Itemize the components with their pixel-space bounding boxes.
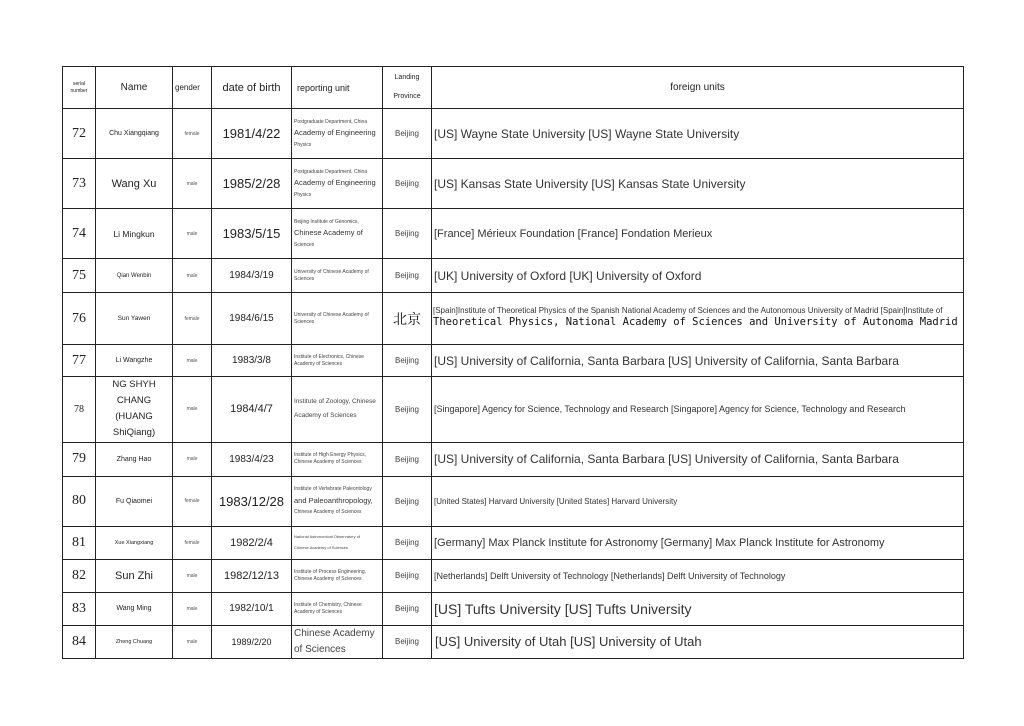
landing-province: Beijing [383,559,432,592]
person-name: Zheng Chuang [96,625,173,658]
foreign-unit: [United States] Harvard University [United States] Harvard University [432,476,964,526]
gender: male [173,625,212,658]
person-name: Xue Xiangxiang [96,526,173,559]
date-of-birth: 1984/4/7 [212,377,292,443]
foreign-unit: [Netherlands] Delft University of Technology [Netherlands] Delft University of Technology [432,559,964,592]
reporting-unit [292,442,383,476]
foreign-unit: [US] Tufts University [US] Tufts University [432,592,964,625]
reporting-unit [292,526,383,559]
unit-line: Academy of Engineering [294,178,376,188]
unit-line: Chinese Academy of [294,228,363,238]
foreign-unit: [US] Kansas State University [US] Kansas State University [432,159,964,209]
gender: female [173,476,212,526]
table-row [63,442,964,476]
reporting-unit [292,559,383,592]
header-landing-province [383,67,432,109]
serial-number: 82 [63,559,96,592]
serial-number: 75 [63,259,96,293]
date-of-birth: 1983/3/8 [212,345,292,377]
unit-line: Chinese Academy of Sciences [294,509,362,516]
personnel-table [62,66,964,659]
unit-line: Institute of Electronics, Chinese [294,353,365,360]
date-of-birth: 1983/12/28 [212,476,292,526]
table-row [63,592,964,625]
date-of-birth: 1982/10/1 [212,592,292,625]
table-row [63,559,964,592]
foreign-unit: [UK] University of Oxford [UK] University of Oxford [432,259,964,293]
gender: male [173,592,212,625]
unit-line: Academy of Sciences [294,412,357,420]
unit-line: of Sciences [294,643,346,655]
foreign-unit: [France] Mérieux Foundation [France] Fondation Merieux [432,209,964,259]
unit-line: Beijing Institute of Genomics, [294,218,359,225]
header-gender: gender [173,67,212,109]
serial-number: 74 [63,209,96,259]
foreign-unit: [Singapore] Agency for Science, Technology and Research [Singapore] Agency for Science, Technology and Research [432,377,964,443]
foreign-unit [432,293,964,345]
unit-line: Physics [294,141,312,148]
landing-province: Beijing [383,476,432,526]
table-row [63,625,964,658]
table-row [63,526,964,559]
table-row [63,209,964,259]
table-row [63,109,964,159]
header-province: Province [393,92,421,100]
date-of-birth: 1983/4/23 [212,442,292,476]
unit-line: Physics [294,191,312,198]
reporting-unit [292,625,383,658]
foreign-unit: [US] University of California, Santa Barbara [US] University of California, Santa Barbara [432,345,964,377]
unit-line: Institute of Zoology, Chinese [294,397,376,405]
unit-line: Sciences [294,275,315,282]
header-row [63,67,964,109]
gender: male [173,345,212,377]
gender: male [173,377,212,443]
gender: male [173,442,212,476]
unit-line: Chinese Academy [294,627,375,639]
unit-line: Sciences [294,241,315,248]
foreign-unit: [Germany] Max Planck Institute for Astronomy [Germany] Max Planck Institute for Astronomy [432,526,964,559]
serial-number: 81 [63,526,96,559]
reporting-unit [292,592,383,625]
serial-number: 77 [63,345,96,377]
table-row [63,159,964,209]
gender: male [173,159,212,209]
table-row [63,345,964,377]
unit-line: Academy of Sciences [294,360,343,367]
reporting-unit [292,345,383,377]
person-name: Li Wangzhe [96,345,173,377]
serial-number: 76 [63,293,96,345]
date-of-birth: 1984/6/15 [212,293,292,345]
serial-number: 80 [63,476,96,526]
gender: male [173,559,212,592]
unit-line: Chinese Academy of Sciences [294,544,349,550]
unit-line: Chinese Academy of Sciences [294,459,362,466]
foreign-unit-line: Theoretical Physics, National Academy of Sciences and University of Autonoma Madrid [433,316,958,329]
date-of-birth: 1982/12/13 [212,559,292,592]
unit-line: Academy of Sciences [294,608,343,615]
landing-province: Beijing [383,109,432,159]
date-of-birth: 1981/4/22 [212,109,292,159]
reporting-unit [292,293,383,345]
landing-province: Beijing [383,259,432,293]
person-name: Chu Xiangqiang [96,109,173,159]
header-landing: Landing [394,74,420,82]
person-name: Sun Yawen [96,293,173,345]
gender: female [173,526,212,559]
unit-line: Postgraduate Department, China [294,168,368,175]
table-row [63,293,964,345]
header-date-of-birth: date of birth [212,67,292,109]
reporting-unit [292,209,383,259]
table-row [63,476,964,526]
unit-line: Sciences [294,318,315,325]
unit-line: Institute of Process Engineering, [294,568,366,575]
person-name: Wang Xu [96,159,173,209]
serial-number: 73 [63,159,96,209]
landing-province: Beijing [383,377,432,443]
date-of-birth: 1984/3/19 [212,259,292,293]
gender: male [173,209,212,259]
date-of-birth: 1989/2/20 [212,625,292,658]
unit-line: Academy of Engineering [294,128,376,138]
unit-line: Institute of High Energy Physics, [294,452,366,459]
landing-province: Beijing [383,209,432,259]
person-name: Li Mingkun [96,209,173,259]
serial-number: 83 [63,592,96,625]
landing-province: Beijing [383,159,432,209]
header-foreign-units: foreign units [432,67,964,109]
person-name: Sun Zhi [96,559,173,592]
reporting-unit [292,259,383,293]
header-name: Name [96,67,173,109]
landing-province: 北京 [383,293,432,345]
header-reporting-unit: reporting unit [292,67,383,109]
table-row [63,259,964,293]
date-of-birth: 1985/2/28 [212,159,292,209]
serial-number: 79 [63,442,96,476]
gender: female [173,293,212,345]
foreign-unit: [US] University of Utah [US] University of Utah [432,625,964,658]
date-of-birth: 1983/5/15 [212,209,292,259]
person-name: NG SHYH CHANG (HUANG ShiQiang) [96,377,173,443]
landing-province: Beijing [383,625,432,658]
person-name: Wang Ming [96,592,173,625]
unit-line: and Paleoanthropology, [294,496,373,505]
reporting-unit [292,377,383,443]
unit-line: Postgraduate Department, China [294,118,368,125]
gender: male [173,259,212,293]
date-of-birth: 1982/2/4 [212,526,292,559]
reporting-unit [292,476,383,526]
landing-province: Beijing [383,442,432,476]
person-name: Fu Qiaomei [96,476,173,526]
unit-line: University of Chinese Academy of [294,268,369,275]
header-serial-number: serial number [63,67,96,109]
person-name: Zhang Hao [96,442,173,476]
person-name: Qian Wenbin [96,259,173,293]
landing-province: Beijing [383,592,432,625]
unit-line: Institute of Chemistry, Chinese [294,601,362,608]
unit-line: Institute of Vertebrate Paleontology [294,486,372,493]
serial-number: 72 [63,109,96,159]
reporting-unit [292,159,383,209]
foreign-unit: [US] Wayne State University [US] Wayne State University [432,109,964,159]
unit-line: University of Chinese Academy of [294,311,369,318]
landing-province: Beijing [383,345,432,377]
foreign-unit-line: [Spain]Institute of Theoretical Physics of the Spanish National Academy of Sciences and the Autonomous University of Madrid [Spain]Institute of [433,305,943,315]
unit-line: Chinese Academy of Sciences [294,575,362,582]
serial-number: 78 [63,377,96,443]
table-row [63,377,964,443]
foreign-unit: [US] University of California, Santa Barbara [US] University of California, Santa Barbara [432,442,964,476]
unit-line: National Astronomical Observatory of [294,534,361,540]
reporting-unit [292,109,383,159]
gender: female [173,109,212,159]
serial-number: 84 [63,625,96,658]
landing-province: Beijing [383,526,432,559]
